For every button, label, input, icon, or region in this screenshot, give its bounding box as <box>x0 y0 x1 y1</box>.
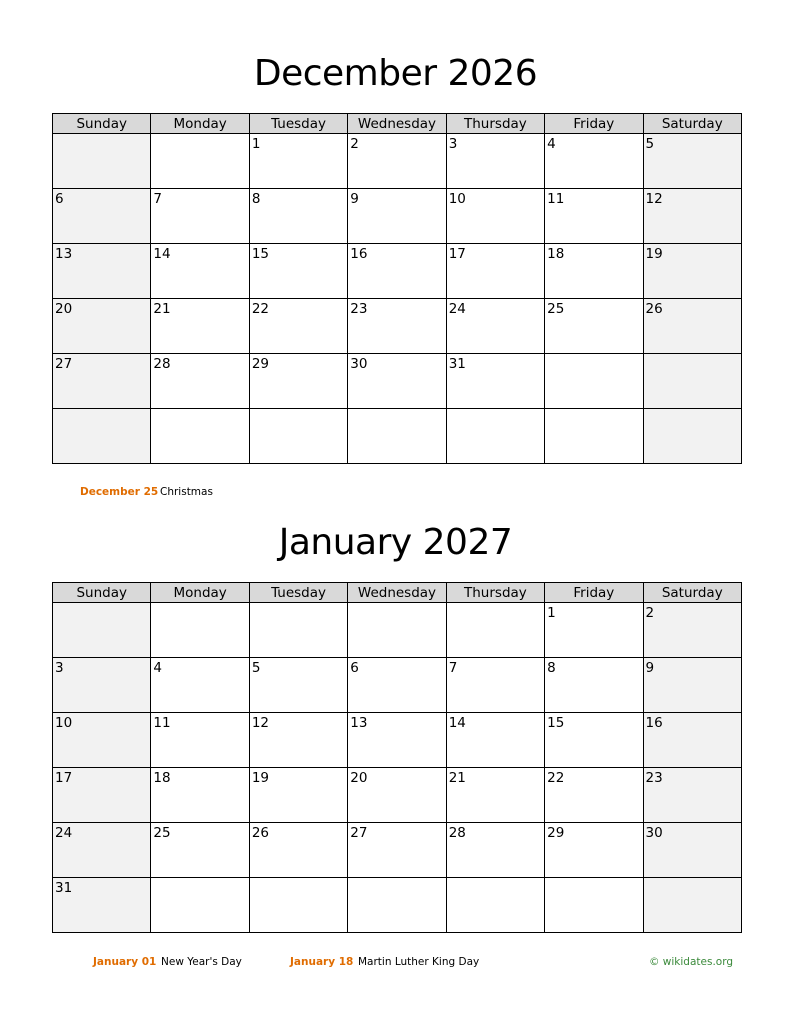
day-number: 21 <box>153 301 171 317</box>
day-cell[interactable] <box>348 409 446 464</box>
day-number <box>644 354 741 356</box>
day-cell[interactable] <box>545 878 643 933</box>
day-cell[interactable] <box>643 409 741 464</box>
credit-link[interactable]: © wikidates.org <box>648 956 733 968</box>
day-number <box>151 134 248 136</box>
day-number: 22 <box>547 770 565 786</box>
day-number: 10 <box>55 715 73 731</box>
day-number: 29 <box>547 825 565 841</box>
day-cell[interactable] <box>53 189 151 244</box>
day-number: 8 <box>547 660 556 676</box>
day-number: 7 <box>153 191 163 207</box>
day-cell[interactable] <box>348 299 446 354</box>
day-cell[interactable] <box>446 768 544 823</box>
day-cell[interactable] <box>249 134 347 189</box>
day-cell[interactable] <box>348 823 446 878</box>
day-cell[interactable] <box>53 299 151 354</box>
day-number: 18 <box>547 246 565 262</box>
day-cell[interactable] <box>348 244 446 299</box>
weekday-header: Saturday <box>643 114 741 134</box>
day-number: 26 <box>251 825 270 841</box>
day-number <box>348 603 445 605</box>
day-number: 2 <box>350 136 359 152</box>
day-cell[interactable] <box>643 189 741 244</box>
day-number: 16 <box>350 246 368 262</box>
day-cell[interactable] <box>643 713 741 768</box>
day-number <box>151 603 248 605</box>
day-cell[interactable] <box>545 354 643 409</box>
day-cell[interactable] <box>643 299 741 354</box>
day-cell[interactable] <box>643 768 741 823</box>
day-number: 11 <box>153 715 171 731</box>
week-row <box>53 244 742 299</box>
day-number: 14 <box>448 715 466 731</box>
day-cell[interactable] <box>348 713 446 768</box>
day-cell[interactable] <box>151 768 249 823</box>
day-cell[interactable] <box>151 134 249 189</box>
holiday-name: Christmas <box>160 486 213 498</box>
day-number: 4 <box>547 136 556 152</box>
day-number: 22 <box>251 301 270 317</box>
day-cell[interactable] <box>249 878 347 933</box>
day-cell[interactable] <box>446 354 544 409</box>
day-cell[interactable] <box>151 189 249 244</box>
day-cell[interactable] <box>249 299 347 354</box>
day-number <box>151 878 248 880</box>
holiday-name: New Year's Day <box>161 956 242 968</box>
day-number: 10 <box>448 191 466 207</box>
day-cell[interactable] <box>53 878 151 933</box>
day-number: 6 <box>55 191 64 207</box>
day-number <box>447 603 544 605</box>
day-number <box>348 878 445 880</box>
day-number: 6 <box>350 660 359 676</box>
day-number: 15 <box>547 715 565 731</box>
day-number: 23 <box>645 770 663 786</box>
month-title-january: January 2027 <box>278 522 513 563</box>
day-cell[interactable] <box>151 244 249 299</box>
day-cell[interactable] <box>151 658 249 713</box>
day-cell[interactable] <box>446 244 544 299</box>
day-cell[interactable] <box>643 603 741 658</box>
day-number: 12 <box>251 715 270 731</box>
day-number: 29 <box>251 356 270 372</box>
weekday-header: Friday <box>545 583 643 603</box>
day-number: 27 <box>55 356 73 372</box>
day-number: 26 <box>645 301 663 317</box>
day-number <box>447 409 544 411</box>
day-cell[interactable] <box>151 299 249 354</box>
day-cell[interactable] <box>446 603 544 658</box>
calendar-grid-december <box>52 113 742 464</box>
weekday-header: Friday <box>545 114 643 134</box>
day-number: 13 <box>55 246 73 262</box>
weekday-header-row <box>53 583 742 603</box>
day-number <box>250 409 347 411</box>
day-number: 13 <box>350 715 368 731</box>
day-number: 28 <box>448 825 466 841</box>
day-number: 2 <box>645 605 655 621</box>
day-number <box>545 878 642 880</box>
week-row <box>53 603 742 658</box>
day-cell[interactable] <box>53 713 151 768</box>
weekday-header: Monday <box>151 583 249 603</box>
day-number <box>447 878 544 880</box>
day-cell[interactable] <box>249 658 347 713</box>
day-number: 24 <box>448 301 466 317</box>
day-cell[interactable] <box>53 244 151 299</box>
day-cell[interactable] <box>348 354 446 409</box>
day-cell[interactable] <box>249 823 347 878</box>
day-cell[interactable] <box>53 823 151 878</box>
day-cell[interactable] <box>151 713 249 768</box>
week-row <box>53 134 742 189</box>
day-number: 20 <box>350 770 368 786</box>
day-cell[interactable] <box>348 768 446 823</box>
day-number: 18 <box>153 770 171 786</box>
day-cell[interactable] <box>545 823 643 878</box>
day-cell[interactable] <box>151 603 249 658</box>
day-cell[interactable] <box>643 134 741 189</box>
day-cell[interactable] <box>249 409 347 464</box>
day-cell[interactable] <box>53 768 151 823</box>
month-title-december: December 2026 <box>253 53 538 94</box>
day-cell[interactable] <box>446 823 544 878</box>
day-number: 3 <box>448 136 458 152</box>
day-cell[interactable] <box>151 878 249 933</box>
day-cell[interactable] <box>446 299 544 354</box>
holiday-date: January 01 <box>93 956 157 968</box>
day-number: 14 <box>153 246 171 262</box>
day-number: 8 <box>251 191 261 207</box>
day-number: 27 <box>350 825 368 841</box>
day-cell[interactable] <box>545 189 643 244</box>
holiday-list-december <box>0 486 791 502</box>
week-row <box>53 409 742 464</box>
day-number <box>53 603 150 605</box>
day-number: 5 <box>645 136 655 152</box>
day-number: 5 <box>251 660 261 676</box>
weekday-header: Tuesday <box>249 583 347 603</box>
day-cell[interactable] <box>545 244 643 299</box>
day-number: 23 <box>350 301 368 317</box>
day-cell[interactable] <box>249 354 347 409</box>
weekday-header: Tuesday <box>249 114 347 134</box>
holiday-date: January 18 <box>290 956 354 968</box>
day-cell[interactable] <box>348 878 446 933</box>
weekday-header: Monday <box>151 114 249 134</box>
day-cell[interactable] <box>53 603 151 658</box>
holiday-name: Martin Luther King Day <box>358 956 480 968</box>
week-row <box>53 354 742 409</box>
day-number: 31 <box>448 356 466 372</box>
day-cell[interactable] <box>446 658 544 713</box>
day-number <box>53 134 150 136</box>
weekday-header: Thursday <box>446 114 544 134</box>
day-number <box>545 409 642 411</box>
week-row <box>53 658 742 713</box>
day-cell[interactable] <box>545 768 643 823</box>
day-cell[interactable] <box>249 713 347 768</box>
day-cell[interactable] <box>446 409 544 464</box>
day-number: 17 <box>55 770 73 786</box>
day-cell[interactable] <box>446 134 544 189</box>
day-cell[interactable] <box>151 354 249 409</box>
day-cell[interactable] <box>545 134 643 189</box>
day-cell[interactable] <box>643 878 741 933</box>
day-cell[interactable] <box>643 658 741 713</box>
day-number: 30 <box>645 825 663 841</box>
day-number: 19 <box>645 246 663 262</box>
weekday-header: Wednesday <box>348 114 446 134</box>
day-number <box>250 878 347 880</box>
day-cell[interactable] <box>249 244 347 299</box>
day-cell[interactable] <box>643 354 741 409</box>
day-number: 24 <box>55 825 73 841</box>
day-cell[interactable] <box>249 189 347 244</box>
week-row <box>53 189 742 244</box>
day-cell[interactable] <box>348 189 446 244</box>
week-row <box>53 299 742 354</box>
day-cell[interactable] <box>545 603 643 658</box>
day-number: 9 <box>350 191 359 207</box>
day-number: 1 <box>547 605 556 621</box>
day-cell[interactable] <box>446 189 544 244</box>
day-cell[interactable] <box>545 299 643 354</box>
day-cell[interactable] <box>446 878 544 933</box>
day-cell[interactable] <box>348 603 446 658</box>
day-cell[interactable] <box>643 244 741 299</box>
week-row <box>53 823 742 878</box>
day-number: 31 <box>55 880 73 896</box>
day-number: 1 <box>251 136 261 152</box>
week-row <box>53 713 742 768</box>
day-number: 20 <box>55 301 73 317</box>
day-number <box>644 878 741 880</box>
day-number: 3 <box>55 660 64 676</box>
day-number: 17 <box>448 246 466 262</box>
week-row <box>53 878 742 933</box>
day-number <box>348 409 445 411</box>
day-cell[interactable] <box>151 823 249 878</box>
calendar-grid-january <box>52 582 742 933</box>
day-number <box>545 354 642 356</box>
day-number: 12 <box>645 191 663 207</box>
day-number: 7 <box>448 660 458 676</box>
day-cell[interactable] <box>643 823 741 878</box>
day-cell[interactable] <box>53 658 151 713</box>
weekday-header: Saturday <box>643 583 741 603</box>
day-number <box>250 603 347 605</box>
day-number: 9 <box>645 660 655 676</box>
day-cell[interactable] <box>348 658 446 713</box>
day-number: 25 <box>547 301 565 317</box>
day-number: 21 <box>448 770 466 786</box>
day-number: 19 <box>251 770 270 786</box>
day-number <box>53 409 150 411</box>
day-number <box>151 409 248 411</box>
day-cell[interactable] <box>545 409 643 464</box>
day-cell[interactable] <box>348 134 446 189</box>
day-cell[interactable] <box>53 409 151 464</box>
day-cell[interactable] <box>545 658 643 713</box>
day-number: 11 <box>547 191 565 207</box>
weekday-header-row <box>53 114 742 134</box>
day-number: 28 <box>153 356 171 372</box>
weekday-header: Thursday <box>446 583 544 603</box>
day-number: 16 <box>645 715 663 731</box>
holiday-date: December 25 <box>80 486 159 498</box>
day-cell[interactable] <box>249 603 347 658</box>
day-cell[interactable] <box>545 713 643 768</box>
weekday-header: Sunday <box>53 583 151 603</box>
day-cell[interactable] <box>151 409 249 464</box>
day-cell[interactable] <box>446 713 544 768</box>
day-cell[interactable] <box>53 354 151 409</box>
day-number: 15 <box>251 246 270 262</box>
day-number <box>644 409 741 411</box>
week-row <box>53 768 742 823</box>
day-cell[interactable] <box>249 768 347 823</box>
day-number: 30 <box>350 356 368 372</box>
weekday-header: Wednesday <box>348 583 446 603</box>
day-cell[interactable] <box>53 134 151 189</box>
day-number: 4 <box>153 660 163 676</box>
weekday-header: Sunday <box>53 114 151 134</box>
day-number: 25 <box>153 825 171 841</box>
